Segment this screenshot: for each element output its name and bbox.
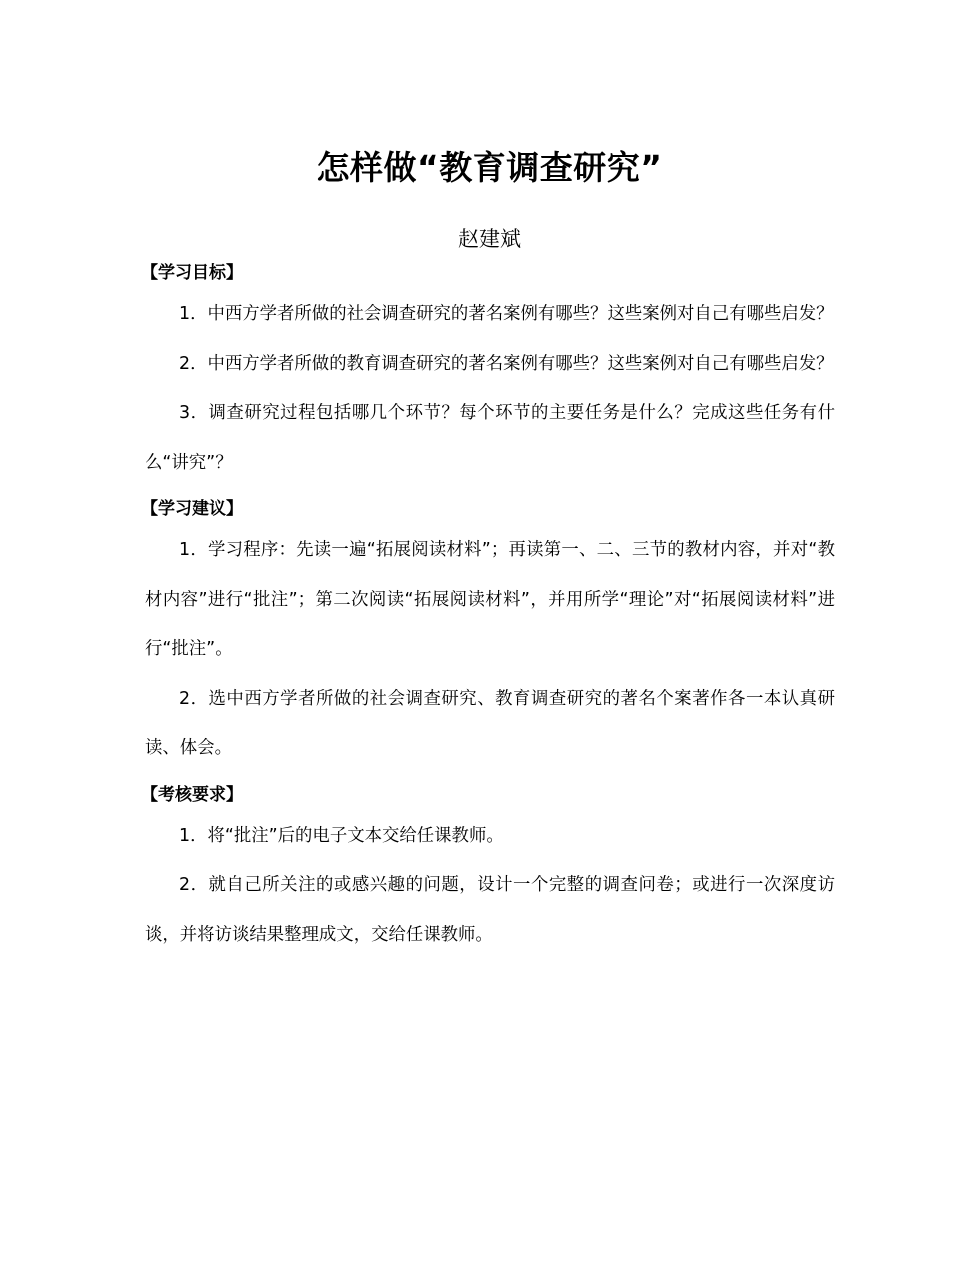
paragraph: 2．选中西方学者所做的社会调查研究、教育调查研究的著名个案著作各一本认真研读、体会。 (145, 688, 835, 758)
document-title: 怎样做“教育调查研究” (316, 148, 663, 187)
section-heading: 【学习建议】 (141, 499, 243, 519)
section-assessment-requirements (141, 778, 835, 961)
document-author: 赵建斌 (458, 227, 521, 251)
paragraph: 2．就自己所关注的或感兴趣的问题，设计一个完整的调查问卷；或进行一次深度访谈，并将访谈结果整理成文，交给任课教师。 (145, 875, 835, 945)
paragraph: 1．将“批注”后的电子文本交给任课教师。 (179, 825, 504, 846)
paragraph: 3．调查研究过程包括哪几个环节？每个环节的主要任务是什么？完成这些任务有什么“讲究”？ (145, 403, 835, 473)
section-heading: 【学习目标】 (141, 263, 243, 283)
section-learning-suggestions (141, 492, 835, 774)
paragraph: 2．中西方学者所做的教育调查研究的著名案例有哪些？这些案例对自己有哪些启发？ (179, 353, 834, 374)
paragraph: 1．学习程序：先读一遍“拓展阅读材料”；再读第一、二、三节的教材内容，并对“教材内容”进行“批注”；第二次阅读“拓展阅读材料”，并用所学“理论”对“拓展阅读材料”进行“批注”。 (145, 540, 835, 659)
section-learning-objectives (141, 256, 835, 488)
section-heading: 【考核要求】 (141, 784, 243, 805)
document-body (141, 256, 835, 960)
paragraph: 1．中西方学者所做的社会调查研究的著名案例有哪些？这些案例对自己有哪些启发？ (179, 304, 834, 324)
